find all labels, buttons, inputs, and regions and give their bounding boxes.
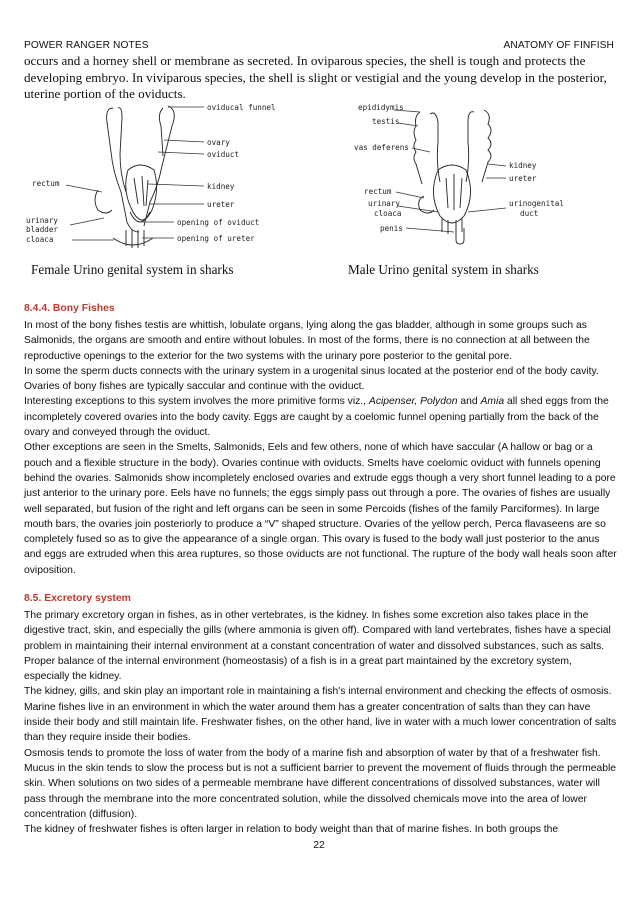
label-urinogenital: urinogenital (509, 199, 564, 208)
bony-paragraph-2: In some the sperm ducts connects with the urinary system in a urogenital sinus located at the posterior end of the body cavity. Ovaries of bony fishes are typically saccular and continue with the oviduct. (24, 365, 599, 393)
page-number: 22 (313, 840, 325, 851)
label-ovary: ovary (207, 138, 230, 147)
label-rectum: rectum (32, 179, 60, 188)
excretory-body (24, 608, 618, 837)
para3-text-before: Interesting exceptions to this system involves the more primitive forms viz., (24, 396, 369, 408)
bony-paragraph-4: Other exceptions are seen in the Smelts, Salmonids, Eels and few others, none of which have saccular (A hallow or bag or a pouch and a flexible structure in the body). Ovaries continue with oviducts. Smelts have coelomic oviduct with funnels opening behind the ovaries. Salmonids show incompletely enclosed ovaries and extrude eggs though a very short funnel leading to a pore just anterior to the urinary pore. Eels have no funnels; the eggs simply pass out through a pore. The ovaries of fishes are usually well separated, but fusion of the right and left organs can be seen in some Percoids (fishes of the family Parciformes). In large mouth bars, the ovaries join posteriorly to produce a “V” shaped structure. Ovaries of the yellow perch, Perca flavaseens are so completely fused so as to give the appearance of a single organ. This ovary is fused to the body wall just posterior to the anus and eggs are extruded when this area ruptures, so those oviducts are not functional. The rupture of the body wall heals soon after oviposition. (24, 442, 617, 576)
para3-genus-names: Acipenser, Polydon (368, 396, 458, 408)
label-urinary-male: urinary (368, 199, 401, 208)
label-oviduct: oviduct (207, 150, 240, 159)
para3-text-mid: and (457, 396, 481, 408)
label-epididymis: epididymis (358, 103, 404, 112)
label-oviducal-funnel: oviducal funnel (207, 103, 276, 112)
label-urinary: urinary (26, 216, 59, 225)
label-bladder: bladder (26, 225, 59, 234)
header-left: POWER RANGER NOTES (24, 40, 149, 51)
label-cloaca-male: cloaca (374, 209, 402, 218)
header-right: ANATOMY OF FINFISH (503, 40, 614, 51)
excretory-paragraph-1: The primary excretory organ in fishes, as in other vertebrates, is the kidney. In fishes some excretion also takes place in the digestive tract, skin, and especially the gills (where ammonia is given off). Compared with land vertebrates, fishes have a special problem in maintaining their internal environment at a constant concentration of water and dissolved substances, such as salts. Proper balance of the internal environment (homeostasis) of a fish is in a great part maintained by the excretory system, especially the kidney. (24, 610, 611, 683)
heading-excretory-system: 8.5. Excretory system (24, 593, 131, 604)
label-opening-oviduct: opening of oviduct (177, 218, 260, 227)
label-duct: duct (520, 209, 539, 218)
label-kidney-male: kidney (509, 161, 537, 170)
bony-fishes-body (24, 318, 618, 578)
label-ureter-female: ureter (207, 200, 235, 209)
label-opening-ureter: opening of ureter (177, 234, 255, 243)
label-vas-deferens: vas deferens (354, 143, 409, 152)
excretory-paragraph-2: The kidney, gills, and skin play an important role in maintaining a fish's internal environment and checking the effects of osmosis. Marine fishes live in an environment in which the water around them has a greater concentration of salts than they can have inside their body and still maintain life. Freshwater fishes, on the other hand, live in water with a much lower concentration of salts than they require inside their bodies. (24, 686, 617, 744)
para3-genus-amia: Amia (480, 396, 505, 408)
caption-female: Female Urino genital system in sharks (31, 262, 234, 277)
label-ureter-male: ureter (509, 174, 537, 183)
label-kidney-female: kidney (207, 182, 235, 191)
label-rectum-male: rectum (364, 187, 392, 196)
label-penis: penis (380, 224, 403, 233)
female-urinogenital-diagram (18, 100, 318, 260)
label-testis: testis (372, 117, 400, 126)
excretory-paragraph-3: Osmosis tends to promote the loss of water from the body of a marine fish and absorption of water by that of a freshwater fish. Mucus in the skin tends to slow the process but is not a sufficient barrier to prevent the movement of fluids through the permeable skin. When solutions on two sides of a permeable membrane have different concentrations of dissolved substances, water will pass through the membrane into the more concentrated solution, while the dissolved chemicals move into the area of lower concentration (diffusion). (24, 747, 617, 820)
excretory-paragraph-4: The kidney of freshwater fishes is often larger in relation to body weight than that of marine fishes. In both groups the (24, 824, 559, 836)
heading-bony-fishes: 8.4.4. Bony Fishes (24, 303, 115, 314)
male-urinogenital-diagram (350, 100, 620, 250)
bony-paragraph-3 (24, 394, 618, 440)
para3-text-after: all shed eggs from the incompletely covered ovaries into the body cavity. Eggs are caught by a coelomic funnel opening partially from the back of the ovary and conveyed through the oviduct. (24, 396, 609, 439)
bony-paragraph-1: In most of the bony fishes testis are whittish, lobulate organs, lying along the gas bladder, although in some groups such as Salmonids, the organs are smooth and entire without lobules. In most of the forms, there is no connection at all between the reproductive openings to the exterior for the two systems with the urinary pore posterior to the genital pore. (24, 320, 590, 362)
intro-paragraph: occurs and a horney shell or membrane as secreted. In oviparous species, the shell is tough and protects the developing embryo. In viviparous species, the shell is slight or vestigial and the young develop in the posterior, uterine portion of the oviducts. (24, 53, 607, 101)
caption-male: Male Urino genital system in sharks (348, 262, 539, 277)
label-cloaca-female: cloaca (26, 235, 54, 244)
